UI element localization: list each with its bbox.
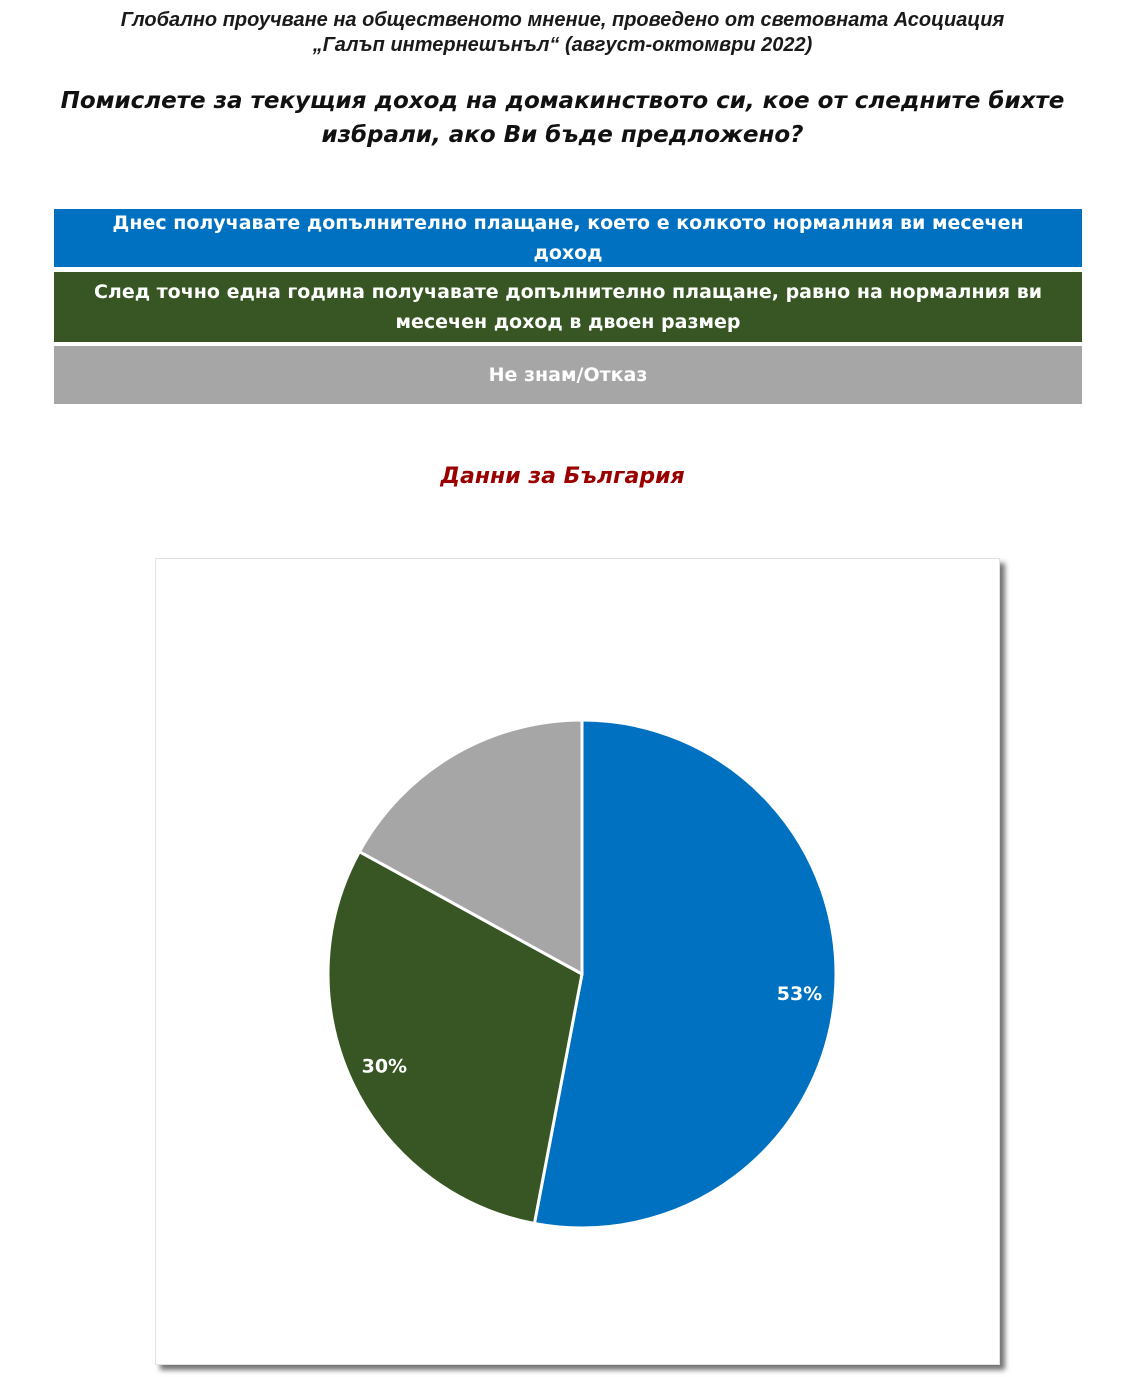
question-line-2: избрали, ако Ви бъде предложено? [321, 122, 804, 148]
legend-item-today-payment [54, 209, 1082, 267]
pie-slice-1-label: 53% [776, 983, 823, 1006]
survey-question [40, 84, 1085, 152]
legend-item-double-in-a-year-label-1: След точно една година получавате допълнително плащане, равно на нормалния ви [93, 281, 1043, 303]
pie-chart-frame [155, 558, 1000, 1365]
header-line-2: „Галъп интернешънъл“ (август-октомври 2022) [312, 34, 813, 56]
legend-item-dont-know [54, 346, 1082, 404]
question-line-1: Помислете за текущия доход на домакинството си, кое от следните бихте [60, 88, 1065, 114]
legend-item-today-payment-label: Днес получавате допълнително плащане, което е колкото нормалния ви месечен доход [112, 212, 1024, 264]
legend-item-dont-know-label: Не знам/Отказ [488, 364, 648, 386]
header-line-1: Глобално проучване на общественото мнение, проведено от световната Асоциация [120, 9, 1005, 31]
legend-item-double-in-a-year-label-2: месечен доход в двоен размер [395, 311, 741, 333]
survey-header [0, 8, 1125, 58]
chart-subtitle: Данни за България [440, 464, 685, 489]
pie-chart [156, 559, 999, 1364]
pie-slice-2-label: 30% [361, 1055, 408, 1078]
legend-item-double-in-a-year [54, 272, 1082, 342]
